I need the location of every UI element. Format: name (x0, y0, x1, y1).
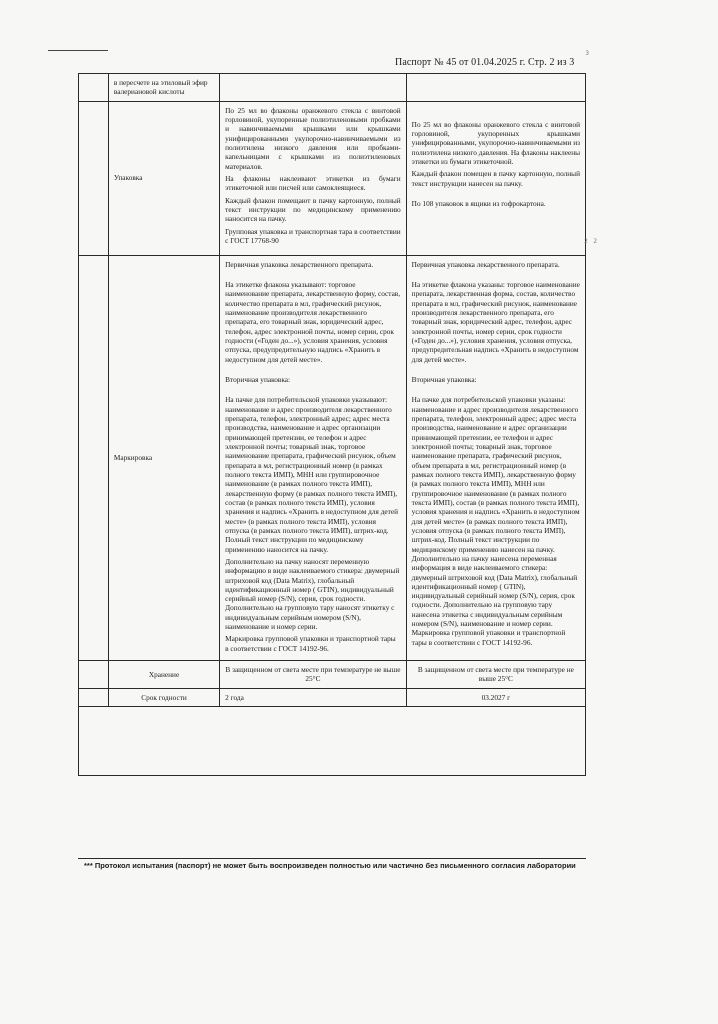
marking-result-para: На этикетке флакона указаны: торговое наименование препарата, лекарственная форма, состав, количество препарата в мл, графический рисунок, наименование производителя лекарственного препарата, его товарный знак, юридический адрес, телефон, адрес электронной почты, номер серии, срок годности («Годен до...»), условия хранения, условия отпуска, предупредительная надпись «Хранить в недоступном для детей месте». (411, 279, 580, 364)
packaging-result (406, 101, 585, 255)
blank-cell (79, 688, 109, 706)
packaging-requirement-para: Каждый флакон помещают в пачку картонную, полный текст инструкции по медицинскому применению наносится на пачку. (225, 195, 401, 224)
ester-right-value (406, 74, 585, 102)
row-label-shelf-life: Срок годности (108, 688, 219, 706)
table-row-marking (79, 255, 586, 660)
row-label-packaging: Упаковка (108, 101, 219, 255)
page-stamp-mark: 3 (585, 50, 590, 57)
packaging-requirement-para: На флаконы наклеивают этикетки из бумаги этикеточной или писчей или самоклеящиеся. (225, 173, 401, 193)
marking-result (406, 255, 585, 660)
marking-result-para: На пачке для потребительской упаковки указаны: наименование и адрес производителя лекарственного препарата, телефон, электронный адрес; адрес места производства, наименование и адрес организации принимающей претензии, ее телефон и адрес электронной почты; товарный знак, торговое наименование препарата, графический рисунок, объем препарата в мл, регистрационный номер (в рамках полного текста ИМП), лекарственную форму (в рамках полного текста ИМП), МНН или группировочное наименование (в рамках полного текста ИМП), состав (в рамках полного текста ИМП), условия хранения и надпись «Хранить в недоступном для детей месте» (в рамках полного текста ИМП), условия отпуска (в рамках полного текста ИМП), штрих-код. Полный текст инструкции по медицинскому применению нанесен на пачку. Дополнительно на пачку нанесена переменная информация в виде наклеиваемого стикера: двумерный штриховой код (Data Matrix), глобальный идентификационный номер ( GTIN), индивидуальный серийный номер (S/N), серия, срок годности. Дополнительно на групповую тару нанесена этикетка с индивидуальным серийным номером (S/N), наименование и номер серии. Маркировка групповой упаковки и транспортной тары в соответствии с ГОСТ 14192-96. (411, 395, 580, 647)
packaging-result-para: По 108 упаковок в ящики из гофрокартона. (411, 198, 546, 208)
packaging-requirement-para: По 25 мл во флаконы оранжевого стекла с винтовой горловиной, укупоренные полиэтиленовыми пробками и навинчиваемыми крышками или крышками унифицированными укупорочно-навинчиваемыми из полиэтилена низкого давления или пробками-капельницами с крышками из полиэтиленовых материалов. (225, 105, 401, 171)
row-label-ester: в пересчете на этиловый эфир валериановой кислоты (108, 74, 219, 102)
passport-table (78, 73, 586, 776)
footer-note: *** Протокол испытания (паспорт) не может быть воспроизведен полностью или частично без письменного согласия лаборатории (84, 861, 576, 870)
row-label-storage: Хранение (108, 661, 219, 689)
packaging-result-para: По 25 мл во флаконы оранжевого стекла с винтовой горловиной, укупоренных крышками унифицированными, укупорочно-навинчиваемыми из полиэтилена низкого давления. На флаконы наклеены этикетки из бумаги этикеточной. (411, 119, 580, 166)
blank-cell (79, 101, 109, 255)
table-row-shelf-life (79, 688, 586, 706)
table-row-packaging (79, 101, 586, 255)
marking-requirement-para: Первичная упаковка лекарственного препарата. (225, 259, 374, 269)
marking-requirement-para: Дополнительно на пачку наносят переменную информацию в виде наклеиваемого стикера: двумерный штриховой код (Data Matrix), глобальный идентификационный номер ( GTIN), индивидуальный серийный номер (S/N), серия, срок годности. Дополнительно на групповую тару наносят этикетку с индивидуальным серийным номером (S/N), наименование и номер серии. (225, 556, 400, 632)
blank-cell (79, 255, 109, 660)
marking-requirement-para: Маркировка групповой упаковки и транспортной тары в соответствии с ГОСТ 14192-96. (225, 634, 396, 653)
empty-cell (79, 707, 586, 776)
storage-result: В защищенном от света месте при температуре не выше 25°С (406, 661, 585, 689)
blank-cell (79, 661, 109, 689)
footer-rule (78, 858, 586, 859)
page-header: Паспорт № 45 от 01.04.2025 г. Стр. 2 из 3 (395, 57, 575, 68)
storage-requirement: В защищенном от света месте при температуре не выше 25°С (220, 661, 407, 689)
table-row-ester (79, 74, 586, 102)
marking-requirement-para: Вторичная упаковка: (225, 374, 291, 384)
packaging-requirement (220, 101, 407, 255)
shelf-life-result: 03.2027 г (406, 688, 585, 706)
table-row-storage (79, 661, 586, 689)
top-rule (48, 50, 108, 51)
packaging-result-para: Каждый флакон помещен в пачку картонную, полный текст инструкции нанесен на пачку. (411, 169, 580, 188)
blank-cell (79, 74, 109, 102)
marking-requirement-para: На этикетке флакона указывают: торговое наименование препарата, лекарственную форму, состав, количество препарата в мл, графический рисунок, наименование производителя лекарственного препарата, его товарный знак, юридический адрес, телефон, адрес электронной почты, номер серии, срок годности («Годен до...»), условия хранения, условия отпуска, предупредительную надпись «Хранить в недоступном для детей месте». (225, 279, 401, 364)
ester-left-value (220, 74, 407, 102)
marking-result-para: Вторичная упаковка: (411, 374, 477, 384)
row-label-marking: Маркировка (108, 255, 219, 660)
marking-requirement-para: На пачке для потребительской упаковки указывают: наименование и адрес производителя лекарственного препарата, телефон, электронный адрес; адрес места производства, наименование и адрес организации принимающей претензии, ее телефон и адрес электронной почты; товарный знак, торговое наименование препарата, графический рисунок, объем препарата в мл, регистрационный номер (в рамках полного текста ИМП), МНН или группировочное наименование (в рамках полного текста ИМП), лекарственную форму (в рамках полного текста ИМП), состав (в рамках полного текста ИМП), условия хранения и надпись «Хранить в недоступном для детей месте» (в рамках полного текста ИМП), условия отпуска (в рамках полного текста ИМП), штрих-код. Полный текст инструкции по медицинскому применению наносится на пачку. (225, 395, 398, 554)
shelf-life-requirement: 2 года (220, 688, 407, 706)
table-row-empty (79, 707, 586, 776)
packaging-mark: 2 2 (584, 238, 598, 245)
packaging-requirement-para: Групповая упаковка и транспортная тара в соответствии с ГОСТ 17768-90 (225, 226, 401, 245)
marking-result-para: Первичная упаковка лекарственного препарата. (411, 259, 560, 269)
marking-requirement (220, 255, 407, 660)
